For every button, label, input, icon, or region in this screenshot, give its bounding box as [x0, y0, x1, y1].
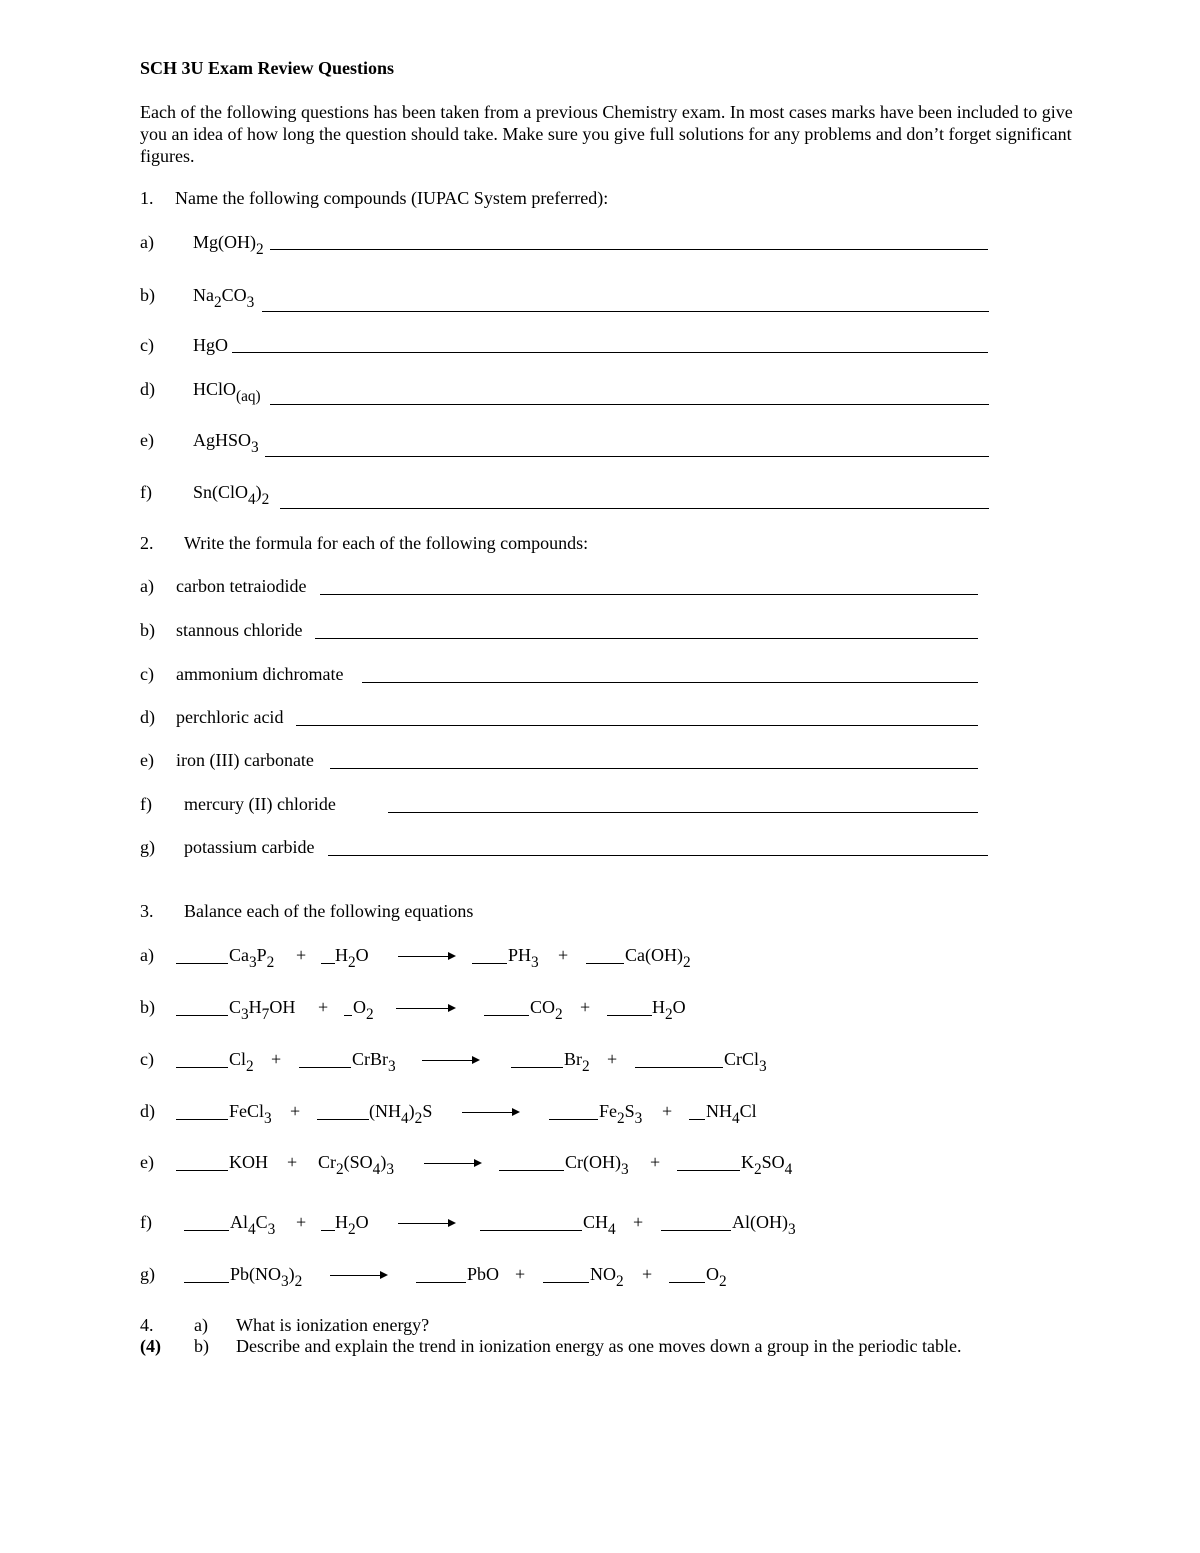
q1e-answer-line[interactable] [265, 456, 989, 457]
q3c-plus-1: + [271, 1049, 282, 1069]
page-title: SCH 3U Exam Review Questions [140, 58, 395, 78]
q3b-plus-1: + [318, 997, 329, 1017]
q1b-label: b) [140, 285, 155, 305]
q4-number: 4. [140, 1315, 154, 1335]
q2a-answer-line[interactable] [320, 594, 978, 595]
q3e-reactant-1: KOH [229, 1152, 268, 1172]
q3g-reaction-arrow [330, 1275, 386, 1276]
q3g-coef-4[interactable] [669, 1282, 705, 1283]
q2d-label: d) [140, 707, 155, 727]
q3a-reaction-arrow [398, 956, 454, 957]
q2b-answer-line[interactable] [315, 638, 978, 639]
q3g-product-3: $O_2$ [706, 1264, 727, 1290]
q3c-reaction-arrow [422, 1060, 478, 1061]
q3g-coef-2[interactable] [416, 1282, 466, 1283]
q1a-label: a) [140, 232, 154, 252]
q3f-label: f) [140, 1212, 152, 1232]
q4b-label: b) [194, 1336, 209, 1356]
q3b-product-2: $H_2O$ [652, 997, 686, 1023]
q3g-label: g) [140, 1264, 155, 1284]
q3f-reaction-arrow [398, 1223, 454, 1224]
q2c-label: c) [140, 664, 154, 684]
q3b-plus-2: + [580, 997, 591, 1017]
q3c-reactant-1: $Cl_2$ [229, 1049, 254, 1075]
q3b-product-1: $CO_2$ [530, 997, 563, 1023]
q4b-text: Describe and explain the trend in ionization energy as one moves down a group in the periodic table. [236, 1336, 962, 1356]
q3c-label: c) [140, 1049, 154, 1069]
q3g-product-2: $NO_2$ [590, 1264, 624, 1290]
q3c-coef-4[interactable] [635, 1067, 723, 1068]
q3-prompt: Balance each of the following equations [184, 901, 474, 921]
q2-number: 2. [140, 533, 154, 553]
q3d-reactant-2: $(NH_4)_2S$ [369, 1101, 433, 1127]
q3c-coef-3[interactable] [511, 1067, 563, 1068]
q3e-reaction-arrow [424, 1163, 480, 1164]
q3a-coef-4[interactable] [586, 963, 624, 964]
q1-number: 1. [140, 188, 154, 208]
q3b-coef-4[interactable] [607, 1015, 652, 1016]
q2-prompt: Write the formula for each of the following compounds: [184, 533, 589, 553]
q3f-coef-4[interactable] [661, 1230, 731, 1231]
q1e-label: e) [140, 430, 154, 450]
q1f-label: f) [140, 482, 152, 502]
q2c-text: ammonium dichromate [176, 664, 344, 684]
q4-marks: (4) [140, 1336, 161, 1356]
q3e-coef-3[interactable] [499, 1170, 564, 1171]
q2g-label: g) [140, 837, 155, 857]
q2b-text: stannous chloride [176, 620, 303, 640]
q3f-product-1: $CH_4$ [583, 1212, 616, 1238]
q3a-coef-1[interactable] [176, 963, 228, 964]
q2g-text: potassium carbide [184, 837, 315, 857]
q3c-coef-2[interactable] [299, 1067, 351, 1068]
q3f-coef-3[interactable] [480, 1230, 582, 1231]
q3b-reactant-2: $O_2$ [353, 997, 374, 1023]
q3d-coef-3[interactable] [549, 1119, 598, 1120]
q3a-reactant-1: $Ca_3P_2$ [229, 945, 275, 971]
q2b-label: b) [140, 620, 155, 640]
q3f-product-2: $Al(OH)_3$ [732, 1212, 796, 1238]
q3f-reactant-1: $Al_4C_3$ [230, 1212, 276, 1238]
q3c-plus-2: + [607, 1049, 618, 1069]
q2e-text: iron (III) carbonate [176, 750, 314, 770]
intro-text: Each of the following questions has been taken from a previous Chemistry exam. In most cases marks have been included to give you an idea of how long the question should take. Make sure you give full solutions for any problems and don’t forget significant figures. [140, 102, 1073, 166]
q3e-product-1: $Cr(OH)_3$ [565, 1152, 629, 1178]
q3f-plus-1: + [296, 1212, 307, 1232]
q2e-label: e) [140, 750, 154, 770]
q3g-coef-1[interactable] [184, 1282, 229, 1283]
q2c-answer-line[interactable] [362, 682, 978, 683]
q2e-answer-line[interactable] [330, 768, 978, 769]
q3a-product-1: $PH_3$ [508, 945, 539, 971]
q1a-formula: $Mg(OH)_2$ [193, 232, 264, 258]
q3e-coef-4[interactable] [677, 1170, 740, 1171]
intro-paragraph [140, 101, 1100, 167]
q3c-coef-1[interactable] [176, 1067, 228, 1068]
q3d-coef-4[interactable] [689, 1119, 705, 1120]
q3d-coef-2[interactable] [317, 1119, 369, 1120]
q3e-coef-1[interactable] [176, 1170, 228, 1171]
q2d-text: perchloric acid [176, 707, 284, 727]
q2f-text: mercury (II) chloride [184, 794, 336, 814]
q1d-answer-line[interactable] [270, 404, 989, 405]
q3a-plus-2: + [558, 945, 569, 965]
q3c-product-1: $Br_2$ [564, 1049, 590, 1075]
q1a-answer-line[interactable] [270, 249, 988, 250]
q1c-answer-line[interactable] [232, 352, 988, 353]
q3a-label: a) [140, 945, 154, 965]
q3b-coef-1[interactable] [176, 1015, 228, 1016]
q3g-coef-3[interactable] [543, 1282, 589, 1283]
q3f-reactant-2: $H_2O$ [335, 1212, 369, 1238]
q1c-label: c) [140, 335, 154, 355]
q3d-plus-1: + [290, 1101, 301, 1121]
q3d-reactant-1: FeCl$_3$ [229, 1101, 272, 1127]
q3g-plus-2: + [642, 1264, 653, 1284]
q3e-product-2: $K_2SO_4$ [741, 1152, 793, 1178]
q3c-reactant-2: CrBr$_3$ [352, 1049, 396, 1075]
q3g-product-1: PbO [467, 1264, 500, 1284]
q2g-answer-line[interactable] [328, 855, 988, 856]
q3a-plus-1: + [296, 945, 307, 965]
q3a-coef-2[interactable] [321, 963, 335, 964]
q3f-plus-2: + [633, 1212, 644, 1232]
q3d-product-2: $NH_4Cl$ [706, 1101, 757, 1127]
q2f-answer-line[interactable] [388, 812, 978, 813]
q1-prompt: Name the following compounds (IUPAC System preferred): [175, 188, 609, 208]
q3e-plus-1: + [287, 1152, 298, 1172]
q2d-answer-line[interactable] [296, 725, 978, 726]
q3g-plus-1: + [515, 1264, 526, 1284]
q3b-reaction-arrow [396, 1008, 454, 1009]
q3f-coef-1[interactable] [184, 1230, 229, 1231]
q3d-coef-1[interactable] [176, 1119, 228, 1120]
q3a-reactant-2: $H_2O$ [335, 945, 369, 971]
q3b-reactant-1: $C_3H_7OH$ [229, 997, 296, 1023]
q3-number: 3. [140, 901, 154, 921]
q3e-label: e) [140, 1152, 154, 1172]
q2a-text: carbon tetraiodide [176, 576, 307, 596]
q3d-product-1: $Fe_2S_3$ [599, 1101, 643, 1127]
q3d-label: d) [140, 1101, 155, 1121]
q3a-coef-3[interactable] [472, 963, 507, 964]
q4a-text: What is ionization energy? [236, 1315, 430, 1335]
q3g-reactant-1: $Pb(NO_3)_2$ [230, 1264, 303, 1290]
q1d-label: d) [140, 379, 155, 399]
q1f-answer-line[interactable] [280, 508, 989, 509]
q3b-coef-3[interactable] [484, 1015, 529, 1016]
q1d-formula: HClO$_{(aq)}$ [193, 379, 261, 405]
q3c-product-2: CrCl$_3$ [724, 1049, 767, 1075]
q3e-reactant-2: $Cr_2(SO_4)_3$ [318, 1152, 394, 1178]
q1e-formula: AgHSO$_3$ [193, 430, 259, 456]
q4a-label: a) [194, 1315, 208, 1335]
q3e-plus-2: + [650, 1152, 661, 1172]
q3d-plus-2: + [662, 1101, 673, 1121]
q3f-coef-2[interactable] [321, 1230, 335, 1231]
q2a-label: a) [140, 576, 154, 596]
q3b-coef-2[interactable] [344, 1015, 352, 1016]
q1b-answer-line[interactable] [262, 311, 989, 312]
q1f-formula: $Sn(ClO_4)_2$ [193, 482, 270, 508]
q2f-label: f) [140, 794, 152, 814]
q1c-formula: HgO [193, 335, 228, 355]
q1b-formula: $Na_2CO_3$ [193, 285, 255, 311]
q3b-label: b) [140, 997, 155, 1017]
q3a-product-2: $Ca(OH)_2$ [625, 945, 691, 971]
q3d-reaction-arrow [462, 1112, 518, 1113]
